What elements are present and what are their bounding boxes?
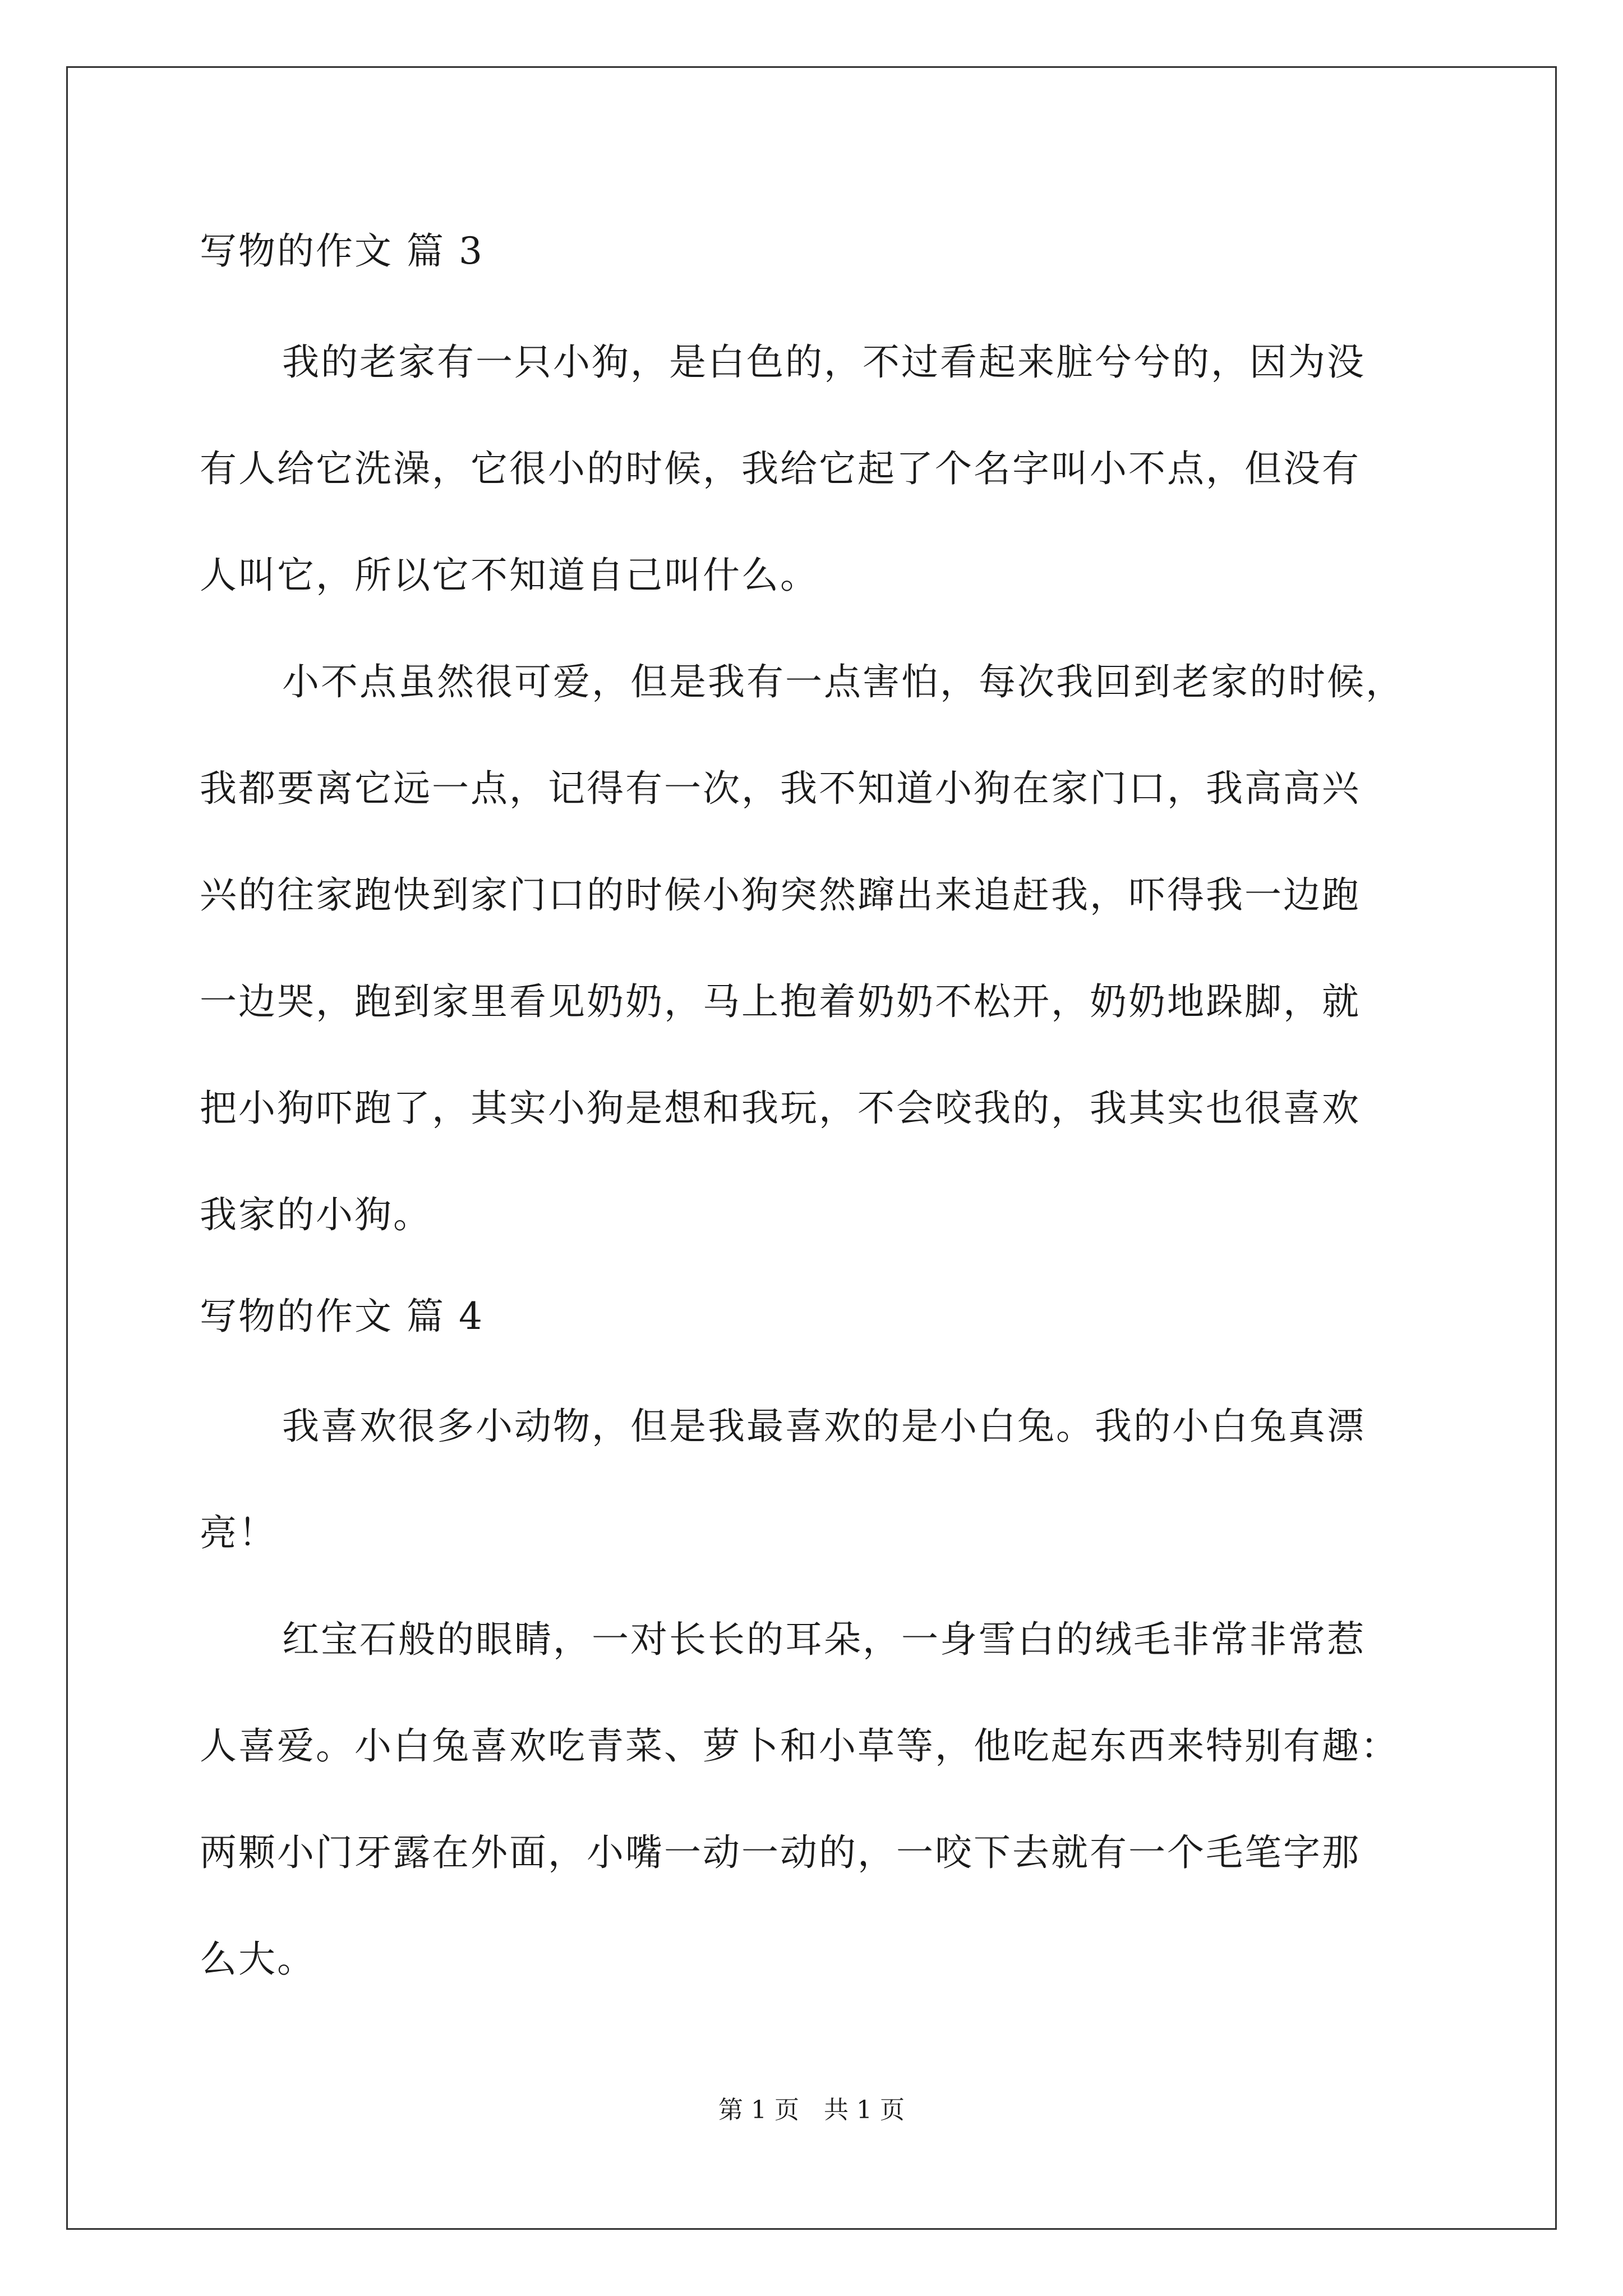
paragraph-line: 么大。: [200, 1938, 316, 1981]
paragraph-line: 兴的往家跑快到家门口的时候小狗突然蹿出来追赶我，吓得我一边跑: [200, 873, 1361, 917]
section-heading: 写物的作文 篇 3: [200, 229, 484, 273]
paragraph-line: 小不点虽然很可爱，但是我有一点害怕，每次我回到老家的时候，: [282, 660, 1404, 703]
page-number-footer: 第 1 页 共 1 页: [718, 2096, 905, 2124]
paragraph-line: 我的老家有一只小狗，是白色的，不过看起来脏兮兮的，因为没: [282, 341, 1366, 384]
paragraph-line: 两颗小门牙露在外面，小嘴一动一动的，一咬下去就有一个毛笔字那: [200, 1831, 1361, 1874]
paragraph-line: 把小狗吓跑了，其实小狗是想和我玩，不会咬我的，我其实也很喜欢: [200, 1087, 1361, 1130]
paragraph-line: 我喜欢很多小动物，但是我最喜欢的是小白兔。我的小白兔真漂: [282, 1405, 1366, 1448]
paragraph-line: 人叫它，所以它不知道自己叫什么。: [200, 554, 819, 597]
paragraph-line: 一边哭，跑到家里看见奶奶，马上抱着奶奶不松开，奶奶地跺脚，就: [200, 980, 1361, 1023]
paragraph-line: 亮！: [200, 1511, 277, 1554]
section-heading: 写物的作文 篇 4: [200, 1295, 484, 1338]
paragraph-line: 人喜爱。小白兔喜欢吃青菜、萝卜和小草等，他吃起东西来特别有趣：: [200, 1724, 1399, 1768]
paragraph-line: 有人给它洗澡，它很小的时候，我给它起了个名字叫小不点，但没有: [200, 447, 1361, 490]
paragraph-line: 我家的小狗。: [200, 1193, 432, 1236]
page-border: [66, 66, 1557, 2230]
paragraph-line: 我都要离它远一点，记得有一次，我不知道小狗在家门口，我高高兴: [200, 767, 1361, 810]
paragraph-line: 红宝石般的眼睛，一对长长的耳朵，一身雪白的绒毛非常非常惹: [282, 1618, 1366, 1661]
